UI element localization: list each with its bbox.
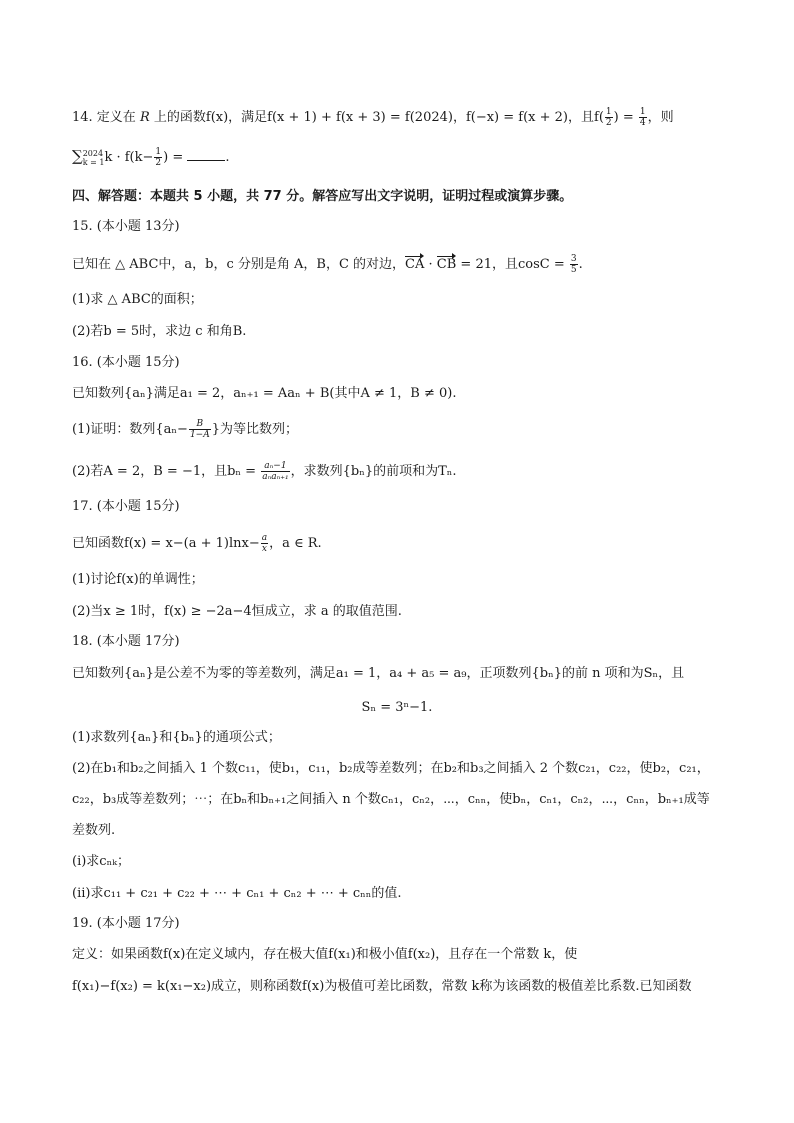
- q19-line2: f(x₁)−f(x₂) = k(x₁−x₂)成立，则称函数f(x)为极值可差比函数，常数 k称为该函数的极值差比系数.已知函数: [72, 979, 692, 994]
- q14-text: ) =: [613, 110, 638, 125]
- fraction: [261, 533, 268, 554]
- frac-den: 5: [570, 265, 577, 275]
- q15-stem: [72, 254, 722, 275]
- q18-part2-line3: 差数列.: [72, 823, 116, 838]
- q14-text: 14. 定义在: [72, 110, 140, 125]
- q14-R: R: [139, 110, 150, 125]
- fraction: [605, 107, 613, 128]
- q15-header: 15. (本小题 13分): [72, 219, 180, 234]
- q18-part1: (1)求数列{aₙ}和{bₙ}的通项公式；: [72, 730, 281, 745]
- q18-header: 18. (本小题 17分): [72, 634, 180, 649]
- frac-num: a: [261, 533, 268, 543]
- vector-ca: CA: [405, 255, 424, 275]
- q15-part2: (2)若b = 5时，求边 c 和角B.: [72, 324, 247, 339]
- q17-part2: (2)当x ≥ 1时，f(x) ≥ −2a−4恒成立，求 a 的取值范围.: [72, 604, 402, 619]
- frac-den: 4: [639, 118, 646, 128]
- q16-text: ，求数列{bₙ}的前项和为Tₙ.: [290, 464, 457, 479]
- answer-blank[interactable]: [187, 148, 225, 161]
- q16-part2: [72, 461, 722, 482]
- frac-num: 3: [570, 254, 577, 264]
- q14-line1: [72, 107, 722, 128]
- fraction: [261, 461, 289, 482]
- q18-subpart-ii: (ⅱ)求c₁₁ + c₂₁ + c₂₂ + ⋯ + cₙ₁ + cₙ₂ + ⋯ + cₙₙ的值.: [72, 886, 402, 901]
- frac-num: 1: [605, 107, 612, 117]
- q16-part1: [72, 419, 722, 440]
- sum-symbol: ∑: [72, 147, 83, 165]
- q14-text: k · f(k−: [104, 150, 154, 165]
- section-title: 四、解答题：本题共 5 小题，共 77 分。解答应写出文字说明，证明过程或演算步骤。: [72, 189, 573, 204]
- q18-part2-line1: (2)在b₁和b₂之间插入 1 个数c₁₁，使b₁，c₁₁，b₂成等差数列；在b₂和b₃之间插入 2 个数c₂₁，c₂₂，使b₂，c₂₁，: [72, 761, 710, 776]
- q15-part1: (1)求 △ ABC的面积；: [72, 292, 203, 307]
- frac-den: aₙaₙ₊₁: [262, 472, 289, 482]
- q14-text: ，则: [647, 110, 674, 125]
- q18-formula: Sₙ = 3ⁿ−1.: [361, 700, 433, 715]
- frac-num: aₙ−1: [261, 461, 289, 472]
- q15-text: 已知在 △ ABC中，a，b，c 分别是角 A，B，C 的对边，: [72, 257, 406, 272]
- q17-text: ，a ∈ R.: [269, 536, 322, 551]
- sum-limits: [83, 149, 105, 167]
- fraction: [154, 147, 162, 168]
- q17-text: 已知函数f(x) = x−(a + 1)lnx−: [72, 536, 260, 551]
- q15-text: = 21，且cosC =: [456, 257, 569, 272]
- q16-text: (2)若A = 2，B = −1，且bₙ =: [72, 464, 261, 479]
- q14-text: ) =: [163, 150, 188, 165]
- q18-stem: 已知数列{aₙ}是公差不为零的等差数列，满足a₁ = 1，a₄ + a₅ = a₉，正项数列{bₙ}的前 n 项和为Sₙ，且: [72, 666, 685, 681]
- q16-text: (1)证明：数列{aₙ−: [72, 422, 188, 437]
- frac-den: x: [261, 544, 267, 554]
- q16-text: }为等比数列；: [211, 422, 299, 437]
- frac-den: 2: [605, 118, 612, 128]
- q17-part1: (1)讨论f(x)的单调性；: [72, 572, 204, 587]
- fraction: [189, 419, 211, 440]
- q17-stem: [72, 533, 722, 554]
- q18-part2-line2: c₂₂，b₃成等差数列；⋯；在bₙ和bₙ₊₁之间插入 n 个数cₙ₁，cₙ₂，⋯，cₙₙ，使bₙ，cₙ₁，cₙ₂，⋯，cₙₙ，bₙ₊₁成等: [72, 792, 710, 807]
- q14-line2: [72, 146, 722, 168]
- q18-subpart-i: (ⅰ)求cₙₖ；: [72, 854, 130, 869]
- frac-num: 1: [639, 107, 646, 117]
- q19-header: 19. (本小题 17分): [72, 916, 180, 931]
- dot: ·: [424, 257, 437, 272]
- frac-den: 1−A: [189, 430, 210, 440]
- sum-lower: k = 1: [82, 157, 105, 167]
- frac-num: 1: [155, 147, 162, 157]
- sum-upper: 2024: [82, 148, 104, 158]
- frac-den: 2: [155, 158, 162, 168]
- vector-cb: CB: [437, 255, 457, 275]
- q16-header: 16. (本小题 15分): [72, 355, 180, 370]
- fraction: [570, 254, 578, 275]
- fraction: [639, 107, 647, 128]
- q16-stem: 已知数列{aₙ}满足a₁ = 2，aₙ₊₁ = Aaₙ + B(其中A ≠ 1，B ≠ 0).: [72, 386, 457, 401]
- q19-line1: 定义：如果函数f(x)在定义域内，存在极大值f(x₁)和极小值f(x₂)，且存在一个常数 k，使: [72, 947, 578, 962]
- q14-text: .: [225, 150, 230, 165]
- q14-text: 上的函数f(x)，满足f(x + 1) + f(x + 3) = f(2024)，f(−x) = f(x + 2)，且f(: [149, 110, 604, 125]
- q17-header: 17. (本小题 15分): [72, 499, 180, 514]
- q15-text: .: [578, 257, 583, 272]
- frac-num: B: [189, 419, 211, 430]
